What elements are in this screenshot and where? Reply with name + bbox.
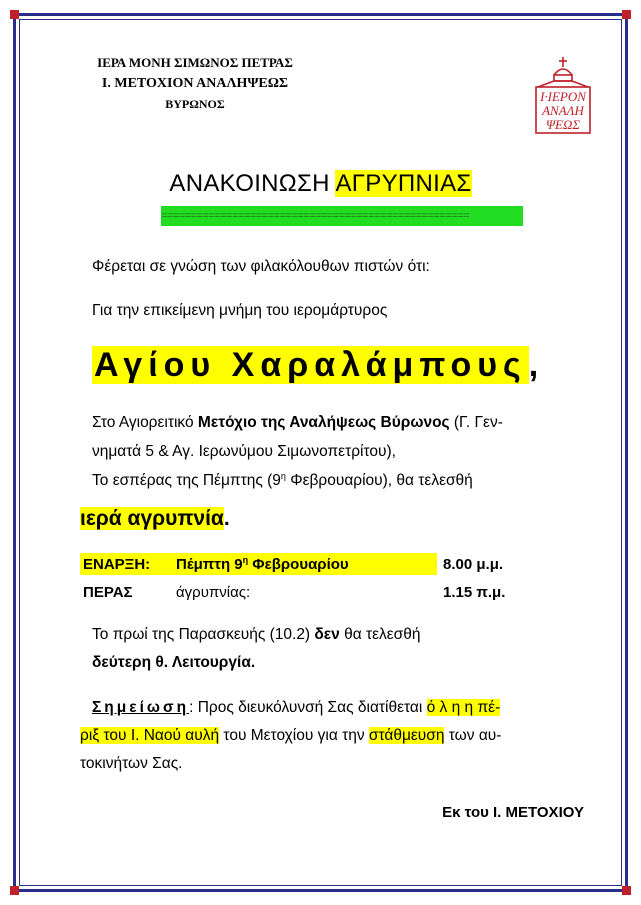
note-text-4: τοκινήτων Σας.	[80, 755, 183, 772]
intro-line-2: Για την επικείμενη μνήμη του ιερομάρτυρος	[92, 302, 388, 319]
saint-name-comma: ,	[528, 346, 545, 384]
corner-ornament-top-left	[10, 10, 19, 19]
title-part-2: ΑΓΡΥΠΝΙΑΣ	[335, 170, 472, 197]
corner-ornament-top-right	[622, 10, 631, 19]
location-paragraph	[92, 408, 586, 466]
announcement-title	[0, 170, 641, 198]
header-line-2: Ι. ΜΕΤΟΧΙΟΝ ΑΝΑΛΗΨΕΩΣ	[101, 76, 289, 91]
evening-post: Φεβρουαρίου), θα τελεσθή	[285, 472, 473, 489]
corner-ornament-bottom-right	[622, 886, 631, 895]
title-part-1: ΑΝΑΚΟΙΝΩΣΗ	[169, 170, 336, 197]
header-line-1: ΙΕΡΑ ΜΟΝΗ ΣΙΜΩΝΟΣ ΠΕΤΡΑΣ	[97, 55, 293, 70]
note-highlight-1: ό λ η η πέ-	[426, 699, 501, 716]
vigil-heading	[80, 506, 230, 532]
morning-bold: δεν	[314, 626, 340, 643]
vigil-text: ιερά αγρυπνία	[80, 507, 224, 530]
start-day-sup: η	[242, 555, 249, 565]
parking-note	[80, 694, 586, 778]
end-description: άγρυπνίας:	[176, 584, 251, 601]
church-logo-icon	[532, 55, 594, 137]
signature: Εκ του Ι. ΜΕΤΟΧΙΟΥ	[442, 804, 584, 821]
end-time: 1.15 π.μ.	[443, 584, 506, 601]
note-label: Σημείωση	[92, 699, 190, 716]
morning-line-1	[92, 620, 421, 649]
start-day	[176, 555, 349, 575]
intro-line-1: Φέρεται σε γνώση των φιλακόλουθων πιστών ότι:	[92, 258, 430, 275]
saint-name	[92, 342, 544, 388]
evening-pre: Το εσπέρας της Πέμπτης (9	[92, 472, 281, 489]
location-post: (Γ. Γεν-	[449, 414, 503, 431]
vigil-dot: .	[223, 507, 230, 530]
title-separator: ====================================================	[161, 206, 523, 226]
logo-text-1: Ι·ΙΕΡΟΝ	[540, 89, 586, 104]
location-pre: Στο Αγιορειτικό	[92, 414, 198, 431]
logo-text-3: ΨΕΩΣ	[545, 117, 581, 132]
morning-pre: Το πρωί της Παρασκευής (10.2)	[92, 626, 315, 643]
corner-ornament-bottom-left	[10, 886, 19, 895]
start-label: ΕΝΑΡΞΗ:	[83, 556, 151, 573]
start-day-post: Φεβρουαρίου	[248, 556, 349, 573]
header-line-3: ΒΥΡΩΝΟΣ	[165, 97, 225, 111]
logo-text-2: ΑΝΑΛΗ	[542, 103, 584, 118]
note-highlight-3: στάθμευση	[368, 727, 445, 744]
morning-line-2: δεύτερη θ. Λειτουργία.	[92, 654, 256, 671]
monastery-header	[60, 52, 330, 115]
saint-name-text: Αγίου Χαραλάμπους	[94, 346, 527, 384]
note-text-2: του Μετοχίου για την	[219, 727, 369, 744]
start-day-pre: Πέμπτη 9	[176, 556, 243, 573]
evening-paragraph	[92, 466, 586, 495]
note-highlight-2: ριξ του Ι. Ναού αυλή	[80, 727, 220, 744]
evening-sup: η	[280, 470, 286, 481]
note-text-1: : Προς διευκόλυνσή Σας διατίθεται	[189, 699, 427, 716]
location-line-2: νηματά 5 & Αγ. Ιερωνύμου Σιμωνοπετρίτου),	[92, 443, 396, 460]
morning-post: θα τελεσθή	[339, 626, 421, 643]
end-label: ΠΕΡΑΣ	[83, 584, 133, 601]
location-bold: Μετόχιο της Αναλήψεως Βύρωνος	[197, 414, 450, 431]
note-text-3: των αυ-	[444, 727, 502, 744]
start-time: 8.00 μ.μ.	[443, 556, 504, 573]
